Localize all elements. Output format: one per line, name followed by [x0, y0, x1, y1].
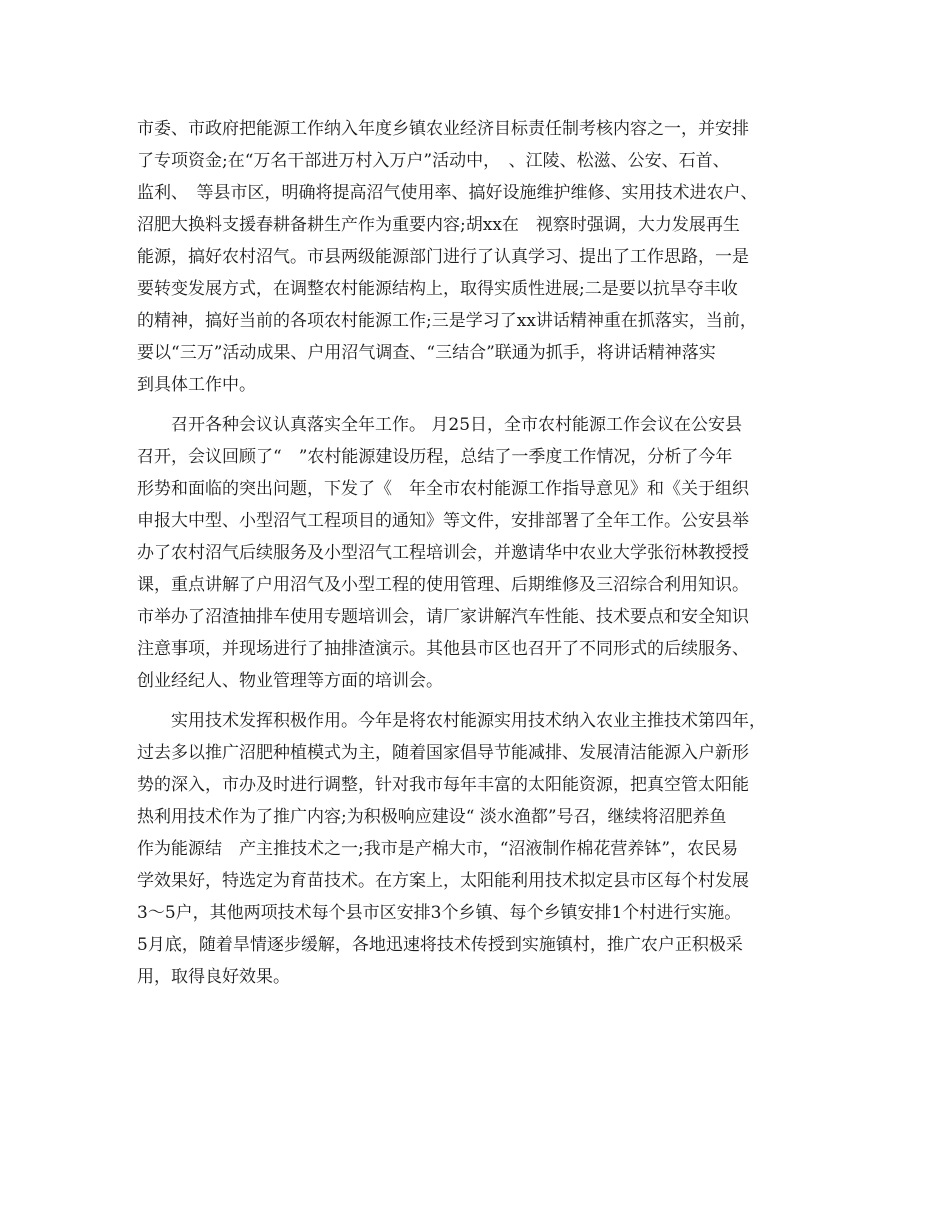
- text-line: 3～5户，其他两项技术每个县市区安排3个乡镇、每个乡镇安排1个村进行实施。: [137, 903, 742, 923]
- text-line: 了专项资金;在“万名干部进万村入万户”活动中， 、江陵、松滋、公安、石首、: [137, 151, 730, 171]
- text-line: 5月底，随着旱情逐步缓解，各地迅速将技术传授到实施镇村，推广农户正积极采: [137, 935, 743, 955]
- text-line: 过去多以推广沼肥种植模式为主，随着国家倡导节能减排、发展清洁能源入户新形: [137, 743, 749, 763]
- text-line: 注意事项，并现场进行了抽排渣演示。其他县市区也召开了不同形式的后续服务、: [137, 639, 749, 659]
- text-line: 用，取得良好效果。: [137, 967, 290, 987]
- text-line: 召开，会议回顾了“ ”农村能源建设历程，总结了一季度工作情况，分析了今年: [137, 447, 733, 467]
- document-body: [137, 113, 813, 993]
- text-line: 召开各种会议认真落实全年工作。 月25日，全市农村能源工作会议在公安县: [137, 415, 743, 435]
- text-line: 到具体工作中。: [137, 375, 256, 395]
- text-line: 办了农村沼气后续服务及小型沼气工程培训会，并邀请华中农业大学张衍林教授授: [137, 543, 749, 563]
- paragraph-gap: [137, 401, 813, 409]
- text-line: 创业经纪人、物业管理等方面的培训会。: [137, 671, 443, 691]
- paragraph-gap: [137, 697, 813, 705]
- text-line: 监利、 等县市区，明确将提高沼气使用率、搞好设施维护维修、实用技术进农户、: [137, 183, 758, 203]
- text-line: 热利用技术作为了推广内容;为积极响应建设“ 淡水渔都”号召，继续将沼肥养鱼: [137, 807, 727, 827]
- text-line: 能源，搞好农村沼气。市县两级能源部门进行了认真学习、提出了工作思路，一是: [137, 247, 749, 267]
- text-line: 市委、市政府把能源工作纳入年度乡镇农业经济目标责任制考核内容之一，并安排: [137, 119, 749, 139]
- text-line: 实用技术发挥积极作用。今年是将农村能源实用技术纳入农业主推技术第四年，: [137, 711, 766, 731]
- text-line: 课，重点讲解了户用沼气及小型工程的使用管理、后期维修及三沼综合利用知识。: [137, 575, 749, 595]
- text-line: 学效果好，特选定为育苗技术。在方案上，太阳能利用技术拟定县市区每个村发展: [137, 871, 749, 891]
- text-line: 要转变发展方式，在调整农村能源结构上，取得实质性进展;二是要以抗旱夺丰收: [137, 279, 738, 299]
- text-line: 要以“三万”活动成果、户用沼气调查、“三结合”联通为抓手，将讲话精神落实: [137, 343, 716, 363]
- text-line: 市举办了沼渣抽排车使用专题培训会，请厂家讲解汽车性能、技术要点和安全知识: [137, 607, 749, 627]
- text-line: 势的深入，市办及时进行调整，针对我市每年丰富的太阳能资源，把真空管太阳能: [137, 775, 749, 795]
- text-line: 沼肥大换料支援春耕备耕生产作为重要内容;胡xx在 视察时强调，大力发展再生: [137, 215, 740, 235]
- text-line: 的精神，搞好当前的各项农村能源工作;三是学习了xx讲话精神重在抓落实，当前，: [137, 311, 757, 331]
- text-line: 申报大中型、小型沼气工程项目的通知》等文件，安排部署了全年工作。公安县举: [137, 511, 749, 531]
- paragraph-2: [137, 409, 813, 697]
- text-line: 作为能源结 产主推技术之一;我市是产棉大市，“沼液制作棉花营养钵”，农民易: [137, 839, 739, 859]
- paragraph-1: [137, 113, 813, 401]
- text-line: 形势和面临的突出问题，下发了《 年全市农村能源工作指导意见》和《关于组织: [137, 479, 749, 499]
- paragraph-3: [137, 705, 813, 993]
